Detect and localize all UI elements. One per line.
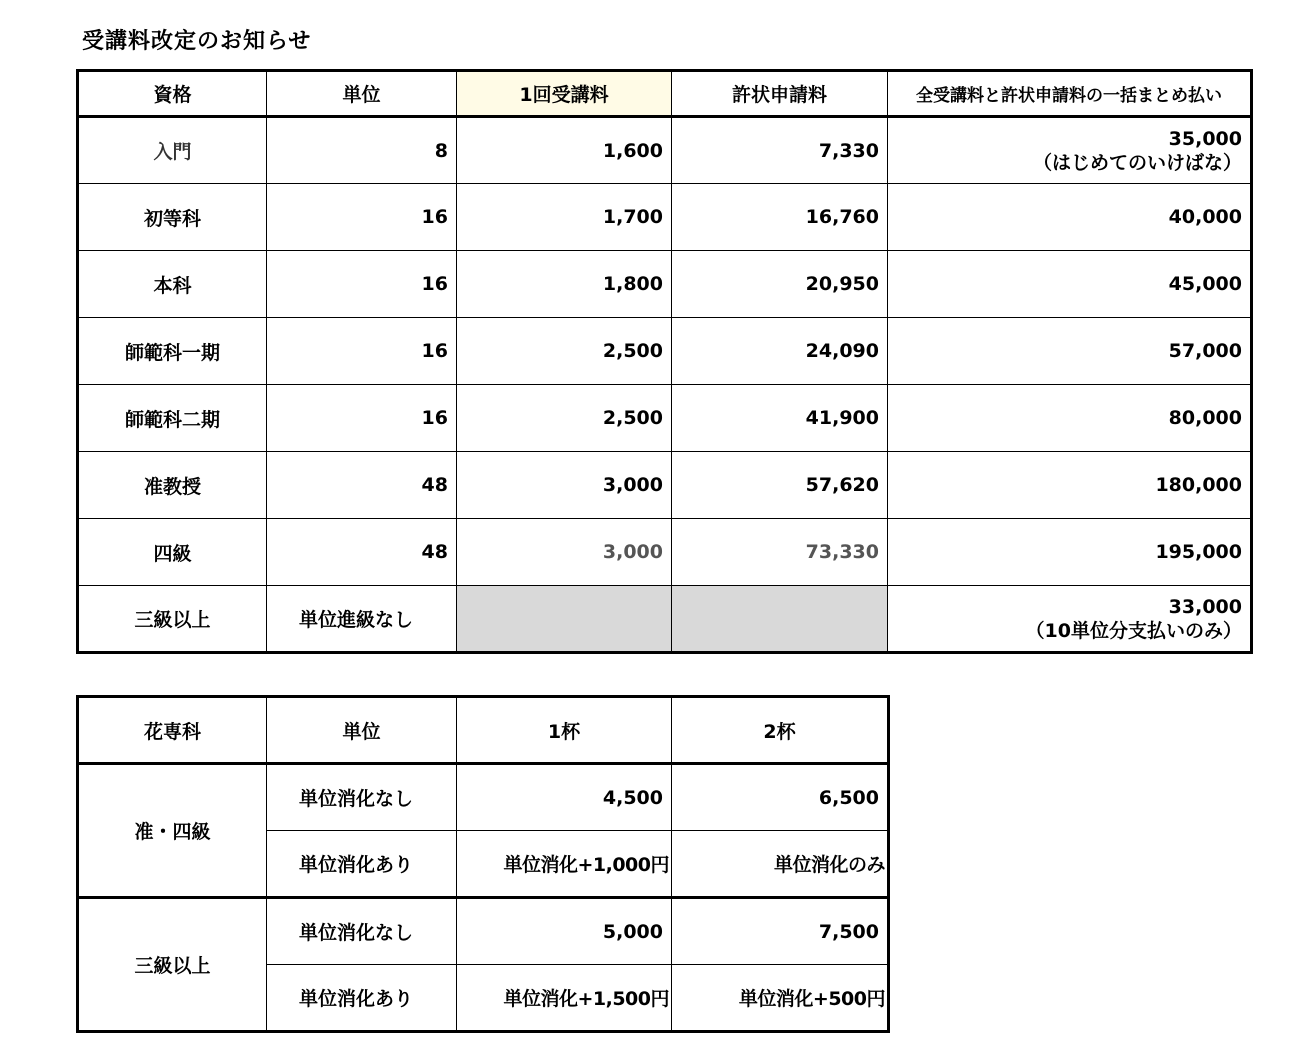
cell-units: 16 bbox=[267, 184, 457, 251]
cell-qualification: 三級以上 bbox=[78, 586, 267, 653]
cell-license-fee: 41,900 bbox=[672, 385, 888, 452]
cell-per-lesson: 1,800 bbox=[457, 251, 672, 318]
cell-license-fee: 73,330 bbox=[672, 519, 888, 586]
cell-per-lesson-empty bbox=[457, 586, 672, 653]
cell-per-lesson: 2,500 bbox=[457, 385, 672, 452]
cell-qualification: 入門 bbox=[78, 117, 267, 184]
cell-lump-sum bbox=[888, 117, 1252, 184]
cell-lump-sum: 180,000 bbox=[888, 452, 1252, 519]
lump-sum-value: 33,000 bbox=[1168, 595, 1242, 618]
table-row bbox=[78, 184, 1252, 251]
cell-group-label: 准・四級 bbox=[78, 764, 267, 898]
table-row bbox=[78, 452, 1252, 519]
cell-lump-sum: 45,000 bbox=[888, 251, 1252, 318]
cell-license-fee-empty bbox=[672, 586, 888, 653]
cell-two: 6,500 bbox=[672, 764, 889, 831]
cell-unit: 単位消化なし bbox=[267, 764, 457, 831]
cell-qualification: 本科 bbox=[78, 251, 267, 318]
table-row bbox=[78, 519, 1252, 586]
table-row bbox=[78, 117, 1252, 184]
cell-one: 5,000 bbox=[457, 898, 672, 965]
cell-unit: 単位消化あり bbox=[267, 831, 457, 898]
header-flower-course: 花専科 bbox=[78, 697, 267, 764]
table-row bbox=[78, 385, 1252, 452]
header-units: 単位 bbox=[267, 71, 457, 117]
table-row bbox=[78, 898, 889, 965]
cell-qualification: 准教授 bbox=[78, 452, 267, 519]
cell-qualification: 四級 bbox=[78, 519, 267, 586]
cell-units: 48 bbox=[267, 519, 457, 586]
cell-per-lesson: 3,000 bbox=[457, 452, 672, 519]
flower-course-table bbox=[76, 695, 890, 1033]
flower-table-header-row bbox=[78, 697, 889, 764]
lump-sum-value: 35,000 bbox=[1168, 127, 1242, 150]
cell-license-fee: 20,950 bbox=[672, 251, 888, 318]
cell-per-lesson: 1,600 bbox=[457, 117, 672, 184]
header-qualification: 資格 bbox=[78, 71, 267, 117]
cell-two: 単位消化のみ bbox=[672, 831, 889, 898]
lump-sum-note: （10単位分支払いのみ） bbox=[1025, 619, 1242, 642]
table-row bbox=[78, 318, 1252, 385]
cell-one: 4,500 bbox=[457, 764, 672, 831]
cell-unit: 単位消化なし bbox=[267, 898, 457, 965]
cell-two: 7,500 bbox=[672, 898, 889, 965]
cell-unit: 単位消化あり bbox=[267, 965, 457, 1032]
cell-license-fee: 57,620 bbox=[672, 452, 888, 519]
cell-license-fee: 24,090 bbox=[672, 318, 888, 385]
table-row bbox=[78, 586, 1252, 653]
header-license-fee: 許状申請料 bbox=[672, 71, 888, 117]
fee-table-header-row bbox=[78, 71, 1252, 117]
cell-lump-sum: 57,000 bbox=[888, 318, 1252, 385]
fee-table bbox=[76, 69, 1253, 654]
cell-units: 8 bbox=[267, 117, 457, 184]
cell-qualification: 初等科 bbox=[78, 184, 267, 251]
cell-one: 単位消化+1,000円 bbox=[457, 831, 672, 898]
cell-one: 単位消化+1,500円 bbox=[457, 965, 672, 1032]
cell-license-fee: 16,760 bbox=[672, 184, 888, 251]
cell-per-lesson: 1,700 bbox=[457, 184, 672, 251]
cell-units: 単位進級なし bbox=[267, 586, 457, 653]
header-per-lesson: 1回受講料 bbox=[457, 71, 672, 117]
cell-group-label: 三級以上 bbox=[78, 898, 267, 1032]
header-lump-sum: 全受講料と許状申請料の一括まとめ払い bbox=[888, 71, 1252, 117]
cell-units: 16 bbox=[267, 318, 457, 385]
table-row bbox=[78, 251, 1252, 318]
cell-lump-sum: 195,000 bbox=[888, 519, 1252, 586]
cell-lump-sum: 40,000 bbox=[888, 184, 1252, 251]
cell-per-lesson: 3,000 bbox=[457, 519, 672, 586]
header-two-arrangements: 2杯 bbox=[672, 697, 889, 764]
page-title: 受講料改定のお知らせ bbox=[82, 29, 312, 54]
cell-per-lesson: 2,500 bbox=[457, 318, 672, 385]
header-units: 単位 bbox=[267, 697, 457, 764]
cell-qualification: 師範科一期 bbox=[78, 318, 267, 385]
cell-license-fee: 7,330 bbox=[672, 117, 888, 184]
header-one-arrangement: 1杯 bbox=[457, 697, 672, 764]
cell-lump-sum bbox=[888, 586, 1252, 653]
cell-units: 48 bbox=[267, 452, 457, 519]
cell-lump-sum: 80,000 bbox=[888, 385, 1252, 452]
cell-two: 単位消化+500円 bbox=[672, 965, 889, 1032]
cell-units: 16 bbox=[267, 251, 457, 318]
cell-units: 16 bbox=[267, 385, 457, 452]
lump-sum-note: （はじめてのいけばな） bbox=[1032, 151, 1242, 174]
cell-qualification: 師範科二期 bbox=[78, 385, 267, 452]
table-row bbox=[78, 764, 889, 831]
